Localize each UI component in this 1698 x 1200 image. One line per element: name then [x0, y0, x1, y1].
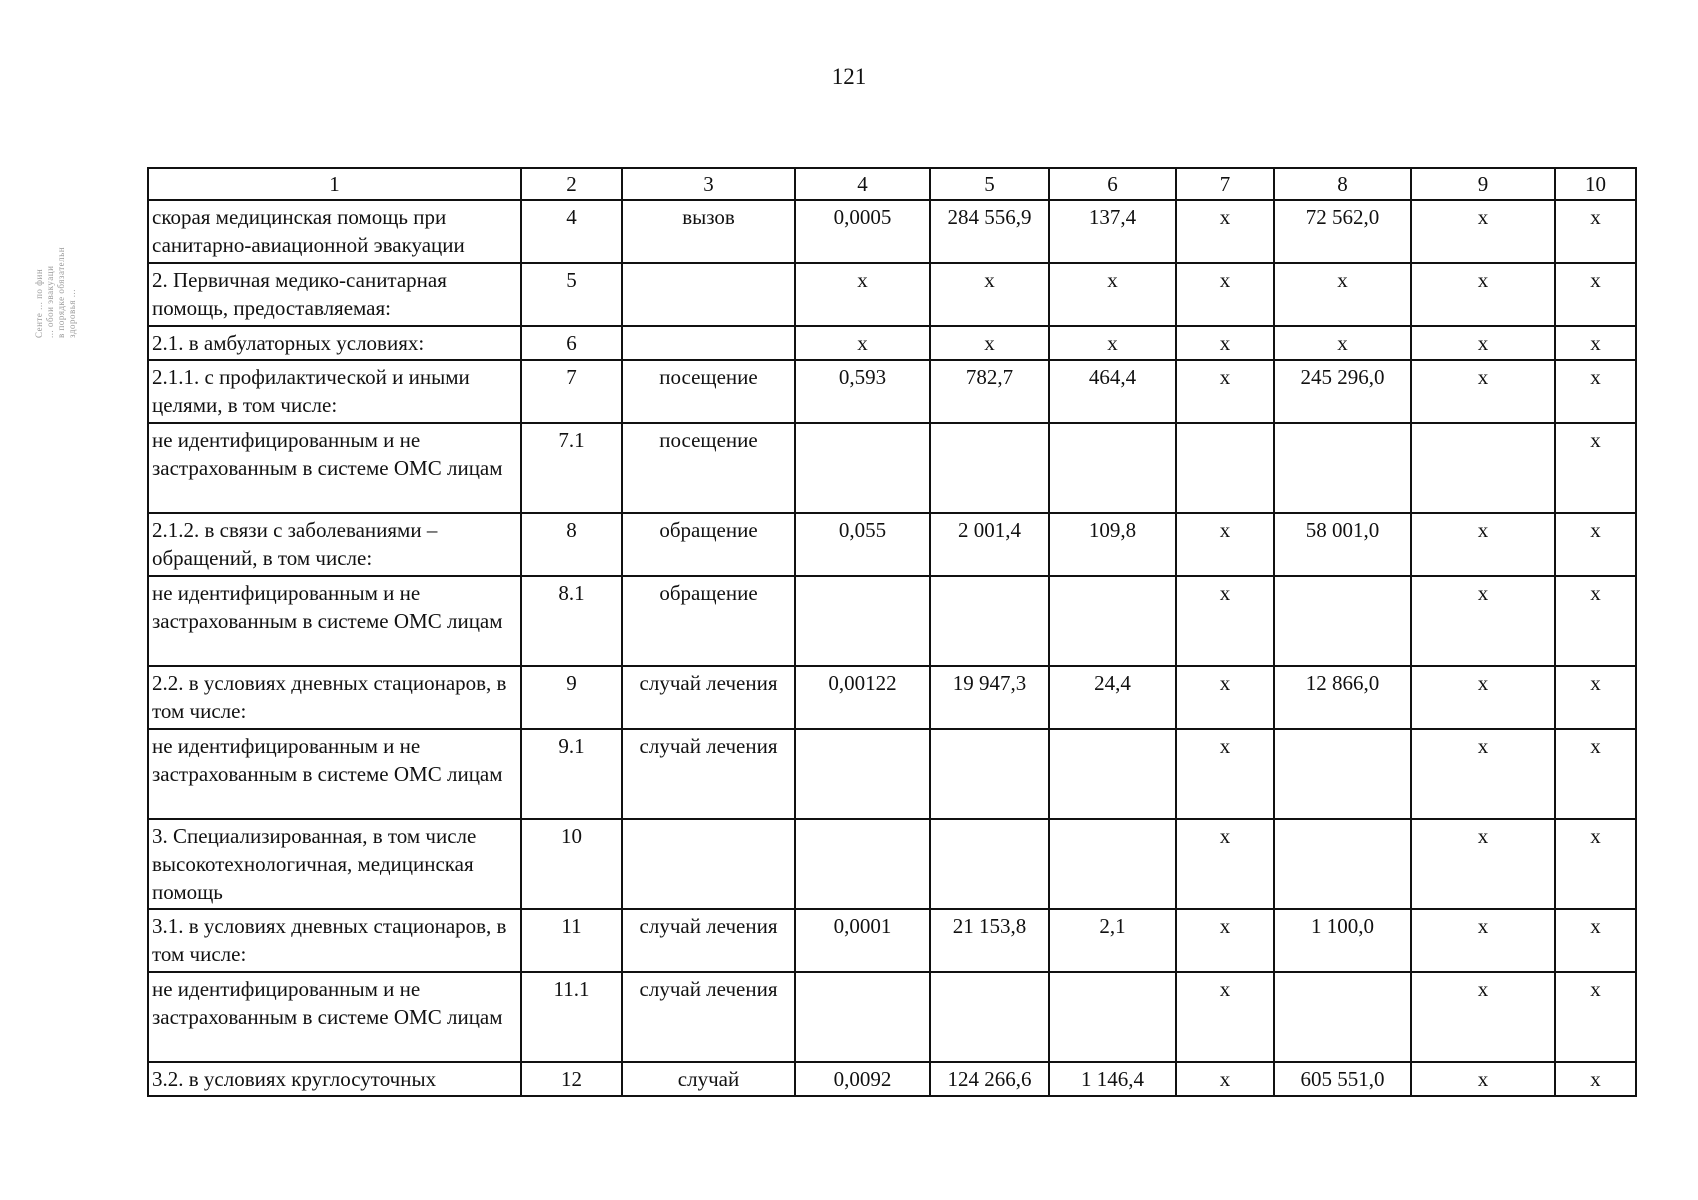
- table-cell: 284 556,9: [930, 200, 1049, 263]
- table-cell: х: [1555, 263, 1636, 326]
- table-cell: [795, 423, 930, 513]
- row-label-cell: не идентифицированным и не застрахованным в системе ОМС лицам: [148, 576, 521, 666]
- table-cell: х: [1411, 513, 1555, 576]
- table-cell: х: [1049, 326, 1176, 360]
- table-cell: 12: [521, 1062, 622, 1096]
- table-cell: х: [1411, 909, 1555, 972]
- table-cell: 137,4: [1049, 200, 1176, 263]
- table-cell: 0,00122: [795, 666, 930, 729]
- side-stamp-line: здоровья ...: [67, 289, 77, 338]
- row-label-cell: 3. Специализированная, в том числе высокотехнологичная, медицинская помощь: [148, 819, 521, 909]
- table-cell: х: [1555, 666, 1636, 729]
- table-row: [148, 666, 1636, 729]
- table-cell: 10: [521, 819, 622, 909]
- table-cell: [930, 819, 1049, 909]
- table-cell: [930, 423, 1049, 513]
- column-header: 7: [1176, 168, 1274, 200]
- table-cell: [795, 972, 930, 1062]
- table-cell: обращение: [622, 576, 795, 666]
- table-row: [148, 326, 1636, 360]
- row-label-cell: 2.1.2. в связи с заболеваниями – обращений, в том числе:: [148, 513, 521, 576]
- page-number: 121: [831, 64, 867, 89]
- table-row: [148, 423, 1636, 513]
- table-row: [148, 972, 1636, 1062]
- table-cell: х: [795, 263, 930, 326]
- column-header: 9: [1411, 168, 1555, 200]
- table-row: [148, 729, 1636, 819]
- table-cell: 0,055: [795, 513, 930, 576]
- table-cell: х: [1411, 666, 1555, 729]
- table-cell: 11: [521, 909, 622, 972]
- table-cell: 8.1: [521, 576, 622, 666]
- table-cell: х: [1555, 909, 1636, 972]
- table-row: [148, 1062, 1636, 1096]
- table-cell: х: [1049, 263, 1176, 326]
- table-cell: [622, 263, 795, 326]
- table-cell: [1049, 819, 1176, 909]
- table-cell: [1274, 972, 1411, 1062]
- table-cell: 1 146,4: [1049, 1062, 1176, 1096]
- table-cell: х: [1176, 909, 1274, 972]
- table-cell: 12 866,0: [1274, 666, 1411, 729]
- table-cell: х: [1555, 423, 1636, 513]
- column-header: 4: [795, 168, 930, 200]
- table-cell: случай лечения: [622, 729, 795, 819]
- table-cell: 464,4: [1049, 360, 1176, 423]
- table-cell: 7.1: [521, 423, 622, 513]
- table-cell: 4: [521, 200, 622, 263]
- table-cell: случай лечения: [622, 909, 795, 972]
- table-cell: х: [930, 263, 1049, 326]
- column-header: 8: [1274, 168, 1411, 200]
- table-cell: 0,0005: [795, 200, 930, 263]
- table-cell: х: [1274, 326, 1411, 360]
- table-cell: 1 100,0: [1274, 909, 1411, 972]
- table-cell: 124 266,6: [930, 1062, 1049, 1096]
- table-cell: [930, 576, 1049, 666]
- table-cell: [1049, 423, 1176, 513]
- row-label-cell: 3.2. в условиях круглосуточных: [148, 1062, 521, 1096]
- row-label-cell: 2.1.1. с профилактической и иными целями, в том числе:: [148, 360, 521, 423]
- table-cell: х: [1555, 729, 1636, 819]
- table-cell: х: [1555, 1062, 1636, 1096]
- table-cell: х: [1411, 263, 1555, 326]
- table-cell: х: [1555, 326, 1636, 360]
- table-cell: случай лечения: [622, 972, 795, 1062]
- table-cell: [930, 972, 1049, 1062]
- table-cell: х: [1555, 360, 1636, 423]
- table-cell: 109,8: [1049, 513, 1176, 576]
- column-header: 6: [1049, 168, 1176, 200]
- table-cell: х: [930, 326, 1049, 360]
- table-cell: х: [1176, 263, 1274, 326]
- table-cell: 19 947,3: [930, 666, 1049, 729]
- table-cell: посещение: [622, 423, 795, 513]
- table-cell: [1274, 423, 1411, 513]
- table-cell: х: [1411, 360, 1555, 423]
- table-cell: 0,0092: [795, 1062, 930, 1096]
- table-row: [148, 819, 1636, 909]
- table-cell: вызов: [622, 200, 795, 263]
- table-cell: 8: [521, 513, 622, 576]
- table-cell: [795, 576, 930, 666]
- table-cell: х: [1411, 972, 1555, 1062]
- table-cell: х: [1176, 576, 1274, 666]
- column-header: 2: [521, 168, 622, 200]
- table-cell: 605 551,0: [1274, 1062, 1411, 1096]
- table-cell: 9: [521, 666, 622, 729]
- table-cell: 0,0001: [795, 909, 930, 972]
- table-row: [148, 576, 1636, 666]
- table-cell: [1274, 576, 1411, 666]
- row-label-cell: 2.1. в амбулаторных условиях:: [148, 326, 521, 360]
- table-cell: [795, 819, 930, 909]
- table-cell: х: [1176, 819, 1274, 909]
- table-row: [148, 263, 1636, 326]
- table-row: [148, 360, 1636, 423]
- table-row: [148, 909, 1636, 972]
- table-cell: [1274, 819, 1411, 909]
- table-cell: х: [795, 326, 930, 360]
- table-cell: 24,4: [1049, 666, 1176, 729]
- side-stamp-line: ... обои эвакуаци: [45, 265, 55, 338]
- table-cell: 11.1: [521, 972, 622, 1062]
- table-cell: х: [1411, 819, 1555, 909]
- table-cell: 6: [521, 326, 622, 360]
- row-label-cell: не идентифицированным и не застрахованным в системе ОМС лицам: [148, 972, 521, 1062]
- table-cell: [1049, 972, 1176, 1062]
- table-cell: [1176, 423, 1274, 513]
- table-header-row: [148, 168, 1636, 200]
- table-cell: х: [1411, 576, 1555, 666]
- table-cell: х: [1411, 1062, 1555, 1096]
- row-label-cell: скорая медицинская помощь при санитарно-авиационной эвакуации: [148, 200, 521, 263]
- table-cell: х: [1411, 729, 1555, 819]
- table-cell: [1049, 729, 1176, 819]
- table-cell: случай: [622, 1062, 795, 1096]
- table-cell: [1049, 576, 1176, 666]
- table-cell: х: [1176, 200, 1274, 263]
- table-cell: 21 153,8: [930, 909, 1049, 972]
- table-cell: [622, 326, 795, 360]
- table-cell: х: [1411, 326, 1555, 360]
- table-cell: [1274, 729, 1411, 819]
- table-cell: х: [1176, 513, 1274, 576]
- table-cell: х: [1555, 200, 1636, 263]
- column-header: 3: [622, 168, 795, 200]
- side-stamp-line: в порядке обязательн: [56, 246, 66, 338]
- table-cell: х: [1411, 200, 1555, 263]
- table-cell: х: [1555, 972, 1636, 1062]
- table-cell: 782,7: [930, 360, 1049, 423]
- table-row: [148, 513, 1636, 576]
- table-cell: х: [1176, 360, 1274, 423]
- row-label-cell: 3.1. в условиях дневных стационаров, в том числе:: [148, 909, 521, 972]
- table-cell: [930, 729, 1049, 819]
- table-cell: посещение: [622, 360, 795, 423]
- table-body: [148, 200, 1636, 1096]
- column-header: 10: [1555, 168, 1636, 200]
- table-cell: [622, 819, 795, 909]
- side-stamp: [34, 138, 124, 338]
- table-cell: 5: [521, 263, 622, 326]
- table-cell: х: [1555, 819, 1636, 909]
- table-cell: [795, 729, 930, 819]
- table-cell: [1411, 423, 1555, 513]
- table-cell: 9.1: [521, 729, 622, 819]
- data-table: [147, 167, 1637, 1097]
- table-cell: х: [1176, 972, 1274, 1062]
- row-label-cell: не идентифицированным и не застрахованным в системе ОМС лицам: [148, 729, 521, 819]
- table-cell: 2 001,4: [930, 513, 1049, 576]
- table-cell: х: [1176, 729, 1274, 819]
- row-label-cell: 2. Первичная медико-санитарная помощь, предоставляемая:: [148, 263, 521, 326]
- column-header: 1: [148, 168, 521, 200]
- table-cell: случай лечения: [622, 666, 795, 729]
- table-cell: 0,593: [795, 360, 930, 423]
- row-label-cell: 2.2. в условиях дневных стационаров, в том числе:: [148, 666, 521, 729]
- table-cell: х: [1555, 513, 1636, 576]
- table-cell: 72 562,0: [1274, 200, 1411, 263]
- table-cell: 245 296,0: [1274, 360, 1411, 423]
- table-cell: х: [1555, 576, 1636, 666]
- table-cell: х: [1176, 666, 1274, 729]
- table-cell: 58 001,0: [1274, 513, 1411, 576]
- table-cell: обращение: [622, 513, 795, 576]
- table-cell: х: [1176, 326, 1274, 360]
- column-header: 5: [930, 168, 1049, 200]
- table-cell: 2,1: [1049, 909, 1176, 972]
- table-row: [148, 200, 1636, 263]
- table-cell: х: [1274, 263, 1411, 326]
- row-label-cell: не идентифицированным и не застрахованным в системе ОМС лицам: [148, 423, 521, 513]
- table-cell: х: [1176, 1062, 1274, 1096]
- side-stamp-line: Сенте ... по фин: [34, 268, 44, 338]
- table-cell: 7: [521, 360, 622, 423]
